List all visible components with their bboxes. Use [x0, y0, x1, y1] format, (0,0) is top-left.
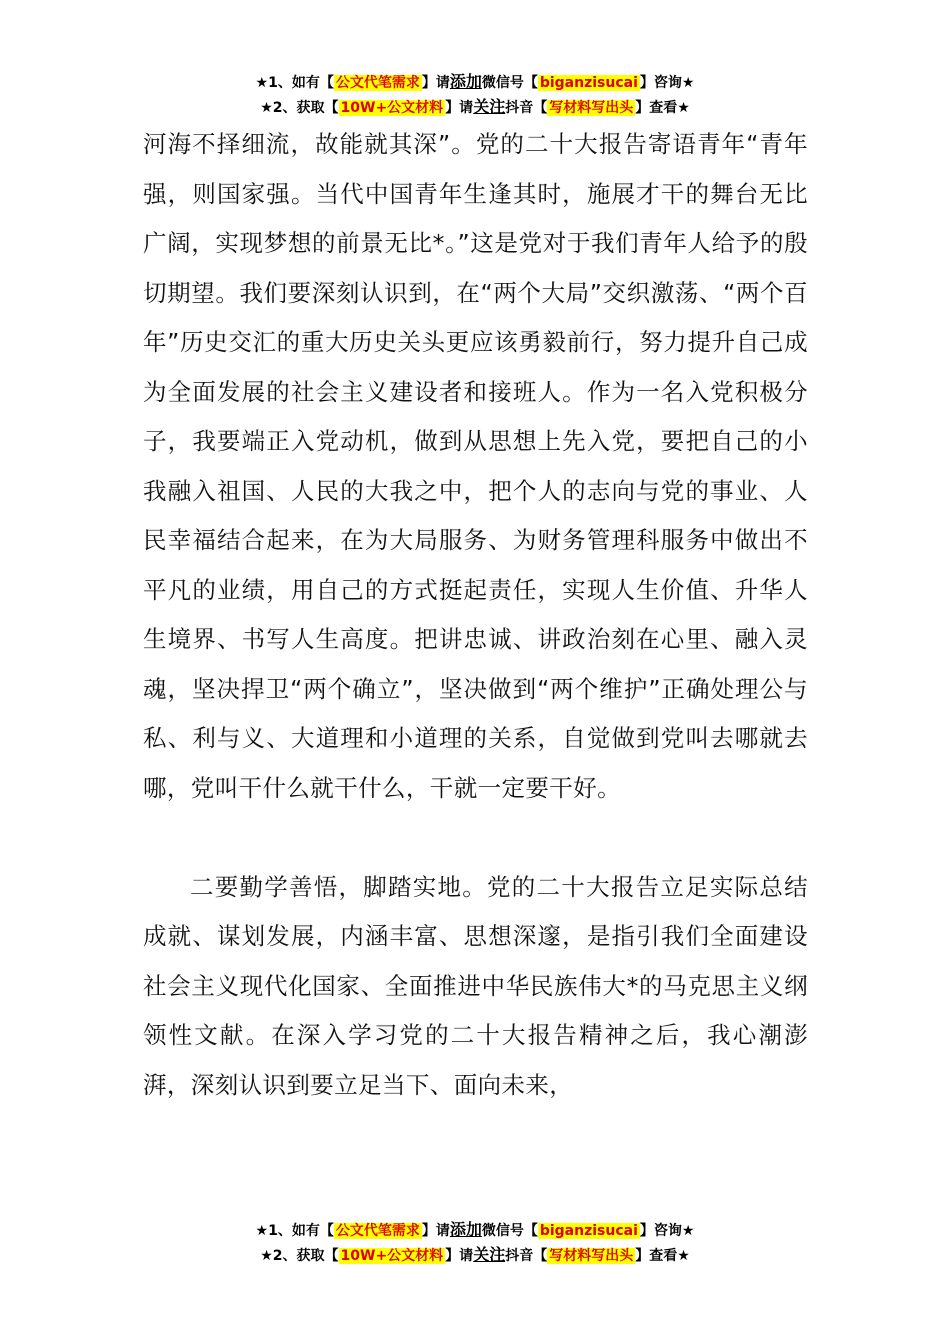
banner-text: 】咨询★: [639, 75, 695, 91]
banner-text: 微信号【: [481, 75, 538, 91]
banner-text: ★2、获取【: [260, 1248, 339, 1264]
highlight-douyin-account: 写材料写出头: [549, 100, 634, 116]
highlight-wechat-id: biganzisucai: [539, 1223, 638, 1239]
banner-line-1: [0, 70, 950, 95]
banner-text: 】咨询★: [639, 1223, 695, 1239]
banner-emphasis: 关注: [473, 1245, 506, 1264]
highlight-service: 公文代笔需求: [335, 1223, 420, 1239]
banner-line-2: [0, 1243, 950, 1268]
banner-text: ★2、获取【: [260, 100, 339, 116]
banner-text: 】请: [421, 1223, 450, 1239]
banner-text: ★1、如有【: [255, 75, 334, 91]
highlight-materials: 10W+公文材料: [340, 1248, 444, 1264]
banner-text: 】查看★: [635, 100, 690, 116]
header-banner: [0, 70, 950, 120]
document-body: [143, 120, 808, 1110]
highlight-materials: 10W+公文材料: [340, 100, 444, 116]
footer-banner: [0, 1218, 950, 1268]
banner-line-1: [0, 1218, 950, 1243]
highlight-wechat-id: biganzisucai: [539, 75, 638, 91]
banner-emphasis: 添加: [449, 1220, 482, 1239]
banner-text: 】查看★: [635, 1248, 690, 1264]
banner-text: 】请: [421, 75, 450, 91]
banner-text: 抖音【: [505, 1248, 548, 1264]
banner-text: ★1、如有【: [255, 1223, 334, 1239]
banner-emphasis: 关注: [473, 97, 506, 116]
banner-text: 微信号【: [481, 1223, 538, 1239]
banner-emphasis: 添加: [449, 72, 482, 91]
banner-line-2: [0, 95, 950, 120]
paragraph-1: 河海不择细流，故能就其深”。党的二十大报告寄语青年“青年强，则国家强。当代中国青年生逢其时，施展才干的舞台无比广阔，实现梦想的前景无比*。”这是党对于我们青年人给予的殷切期望。我们要深刻认识到，在“两个大局”交织激荡、“两个百年”历史交汇的重大历史关头更应该勇毅前行，努力提升自己成为全面发展的社会主义建设者和接班人。作为一名入党积极分子，我要端正入党动机，做到从思想上先入党，要把自己的小我融入祖国、人民的大我之中，把个人的志向与党的事业、人民幸福结合起来，在为大局服务、为财务管理科服务中做出不平凡的业绩，用自己的方式挺起责任，实现人生价值、升华人生境界、书写人生高度。把讲忠诚、讲政治刻在心里、融入灵魂，坚决捍卫“两个确立”，坚决做到“两个维护”正确处理公与私、利与义、大道理和小道理的关系，自觉做到党叫去哪就去哪，党叫干什么就干什么，干就一定要干好。: [143, 130, 808, 802]
banner-text: 抖音【: [505, 100, 548, 116]
banner-text: 】请: [445, 1248, 474, 1264]
paragraph-2: 二要勤学善悟，脚踏实地。党的二十大报告立足实际总结成就、谋划发展，内涵丰富、思想深邃，是指引我们全面建设社会主义现代化国家、全面推进中华民族伟大*的马克思主义纲领性文献。在深入学习党的二十大报告精神之后，我心潮澎湃，深刻认识到要立足当下、面向未来，: [143, 872, 808, 1099]
highlight-service: 公文代笔需求: [335, 75, 420, 91]
banner-text: 】请: [445, 100, 474, 116]
highlight-douyin-account: 写材料写出头: [549, 1248, 634, 1264]
